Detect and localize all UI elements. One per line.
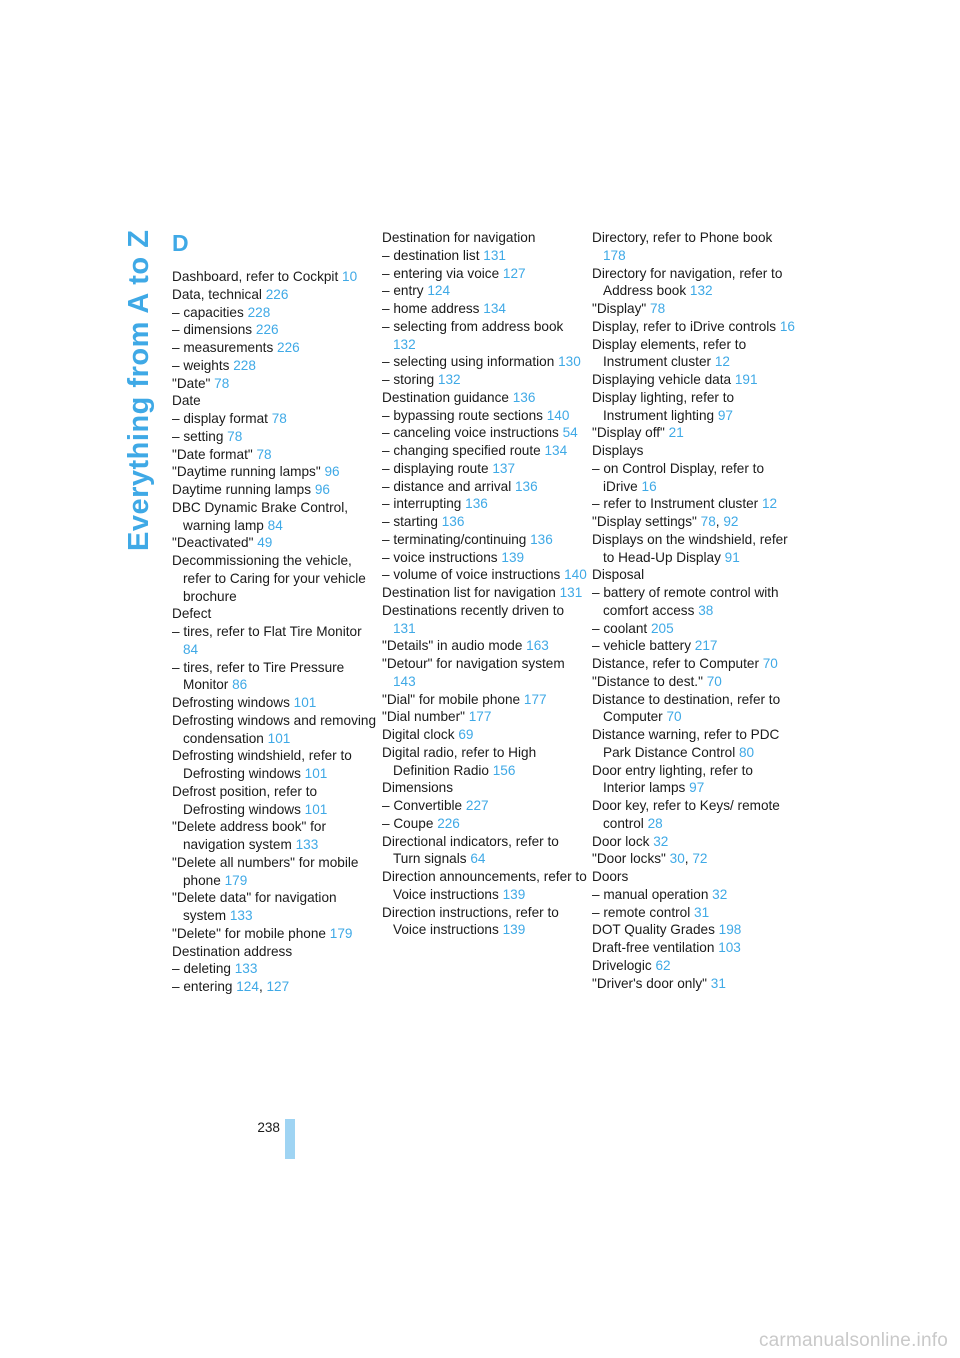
page-number: 238: [257, 1120, 280, 1135]
index-term: – setting: [172, 428, 224, 444]
index-term: Defrosting windows: [172, 695, 290, 710]
index-entry: [382, 637, 587, 655]
index-entry: [172, 321, 377, 339]
index-term: Digital radio, refer to High Definition Radio: [382, 744, 537, 778]
page-reference-link[interactable]: 32: [653, 833, 669, 849]
index-term: Display elements, refer to Instrument cluster: [592, 336, 747, 370]
index-term: DOT Quality Grades: [592, 922, 715, 938]
index-entry: [592, 460, 797, 496]
index-entry: [382, 353, 587, 371]
page-reference-link[interactable]: 217: [694, 638, 718, 654]
index-term: Drivelogic: [592, 957, 652, 973]
page-reference-link[interactable]: 139: [502, 886, 526, 902]
page-reference-link[interactable]: 16: [641, 478, 657, 494]
page-reference-link[interactable]: 136: [441, 514, 465, 529]
index-term: Door entry lighting, refer to Interior lamps: [592, 762, 753, 796]
page-reference-link[interactable]: 38: [698, 602, 714, 618]
index-entry: [592, 691, 797, 727]
index-entry: [382, 424, 587, 442]
index-entry: [592, 531, 797, 567]
page-reference-link[interactable]: 137: [492, 460, 516, 476]
index-term: – home address: [382, 301, 480, 316]
index-column-2: [382, 229, 587, 939]
index-entry: [592, 939, 797, 957]
page-reference-link[interactable]: 226: [255, 322, 279, 338]
index-entry: [382, 655, 587, 691]
index-entry: [592, 975, 797, 993]
index-entry: [592, 957, 797, 975]
watermark: carmanualsonline.info: [758, 1330, 948, 1351]
index-entry: [382, 318, 587, 354]
index-entry: [172, 375, 377, 393]
page-reference-link[interactable]: 12: [714, 354, 730, 370]
page-reference-link[interactable]: 178: [603, 247, 626, 263]
index-entry: [172, 889, 377, 925]
index-entry: [382, 868, 587, 904]
index-term: Digital clock: [382, 727, 455, 742]
index-term: – starting: [382, 514, 438, 529]
index-term: Disposal: [592, 567, 645, 583]
page-reference-link[interactable]: 131: [559, 585, 583, 600]
index-entry: [382, 566, 587, 584]
index-entry: [382, 708, 587, 726]
index-term: Destination address: [172, 943, 293, 959]
index-entry: [592, 904, 797, 922]
index-term: Defrosting windshield, refer to Defrosting windows: [172, 748, 352, 781]
index-entry: [172, 339, 377, 357]
index-term: Displaying vehicle data: [592, 372, 732, 387]
index-entry: [592, 265, 797, 301]
page-reference-link[interactable]: 103: [718, 940, 741, 955]
index-entry: [592, 371, 797, 389]
index-term: "Display settings": [592, 514, 697, 529]
index-term: "Daytime running lamps": [172, 464, 321, 480]
page-reference-link[interactable]: 31: [710, 975, 726, 991]
index-entry: [382, 779, 587, 797]
index-term: Distance warning, refer to PDC Park Distance Control: [592, 727, 780, 760]
index-term: Destinations recently driven to: [382, 602, 565, 618]
index-entry: [592, 637, 797, 655]
index-entry: [382, 549, 587, 567]
index-term: Directory, refer to Phone book: [592, 230, 773, 245]
page-marker-bar: [285, 1119, 295, 1159]
page-reference-link[interactable]: 32: [712, 886, 728, 902]
index-entry: [172, 446, 377, 464]
index-term: Distance, refer to Computer: [592, 656, 759, 671]
page-reference-link[interactable]: 78: [227, 428, 243, 444]
index-term: "Delete all numbers" for mobile phone: [172, 854, 359, 888]
index-term: Distance to destination, refer to Computer: [592, 691, 781, 725]
index-term: Date: [172, 393, 201, 409]
index-column-1: [172, 229, 377, 996]
page-reference-link[interactable]: 140: [546, 407, 570, 423]
index-entry: [172, 499, 377, 535]
index-entry: [172, 712, 377, 748]
index-entry: [172, 783, 377, 819]
index-entry: [172, 357, 377, 375]
index-entry: "Display settings" 78, 92: [592, 514, 739, 529]
page-reference-link[interactable]: 64: [470, 851, 486, 867]
index-entry: [592, 566, 797, 584]
page-reference-link[interactable]: 228: [247, 304, 271, 320]
index-term: – terminating/continuing: [382, 531, 527, 547]
index-term: – capacities: [172, 304, 244, 320]
index-entry: [592, 797, 797, 833]
index-entry: [382, 904, 587, 940]
index-term: – Coupe: [382, 815, 434, 831]
page-reference-link[interactable]: 30: [669, 851, 685, 867]
page-reference-link[interactable]: 16: [779, 318, 795, 334]
index-term: Dimensions: [382, 780, 454, 796]
index-entry: [172, 623, 377, 659]
page-reference-link[interactable]: 72: [692, 851, 708, 867]
page-reference-link[interactable]: 127: [502, 265, 526, 281]
index-entry: [592, 620, 797, 638]
index-entry: [172, 552, 377, 605]
index-term: – voice instructions: [382, 549, 498, 565]
index-entry: [382, 247, 587, 265]
page-reference-link[interactable]: 86: [232, 677, 248, 693]
index-entry: [382, 744, 587, 780]
page-reference-link[interactable]: 12: [762, 496, 778, 512]
page-reference-link[interactable]: 101: [304, 766, 328, 781]
index-entry: [172, 747, 377, 783]
index-term: Door key, refer to Keys/ remote control: [592, 798, 780, 831]
index-entry: [382, 691, 587, 709]
page-reference-link[interactable]: 179: [224, 872, 248, 888]
index-term: – measurements: [172, 340, 274, 355]
page-reference-link[interactable]: 101: [293, 695, 317, 710]
page-reference-link[interactable]: 133: [295, 837, 319, 852]
page-reference-link[interactable]: 91: [724, 549, 740, 565]
index-term: Display, refer to iDrive controls: [592, 318, 777, 334]
index-entry: [172, 694, 377, 712]
index-term: – changing specified route: [382, 443, 541, 458]
index-term: – vehicle battery: [592, 638, 691, 654]
page-reference-link[interactable]: 136: [465, 496, 488, 512]
index-entry: [592, 495, 797, 513]
index-entry: [172, 268, 377, 286]
index-entry: [592, 762, 797, 798]
page-reference-link[interactable]: 140: [564, 567, 587, 583]
index-term: – refer to Instrument cluster: [592, 496, 759, 512]
index-entry: [592, 442, 797, 460]
index-term: – destination list: [382, 247, 480, 263]
index-entry: [592, 584, 797, 620]
page-reference-link[interactable]: 127: [266, 979, 290, 994]
page-reference-link[interactable]: 136: [530, 531, 553, 547]
index-term: "Detour" for navigation system: [382, 656, 565, 671]
index-entry: [172, 481, 377, 499]
page-reference-link[interactable]: 205: [650, 620, 674, 636]
index-entry: [172, 428, 377, 446]
index-entry: [382, 726, 587, 744]
index-term: Daytime running lamps: [172, 482, 312, 497]
index-term: – displaying route: [382, 460, 489, 476]
page-reference-link[interactable]: 84: [183, 641, 199, 657]
index-entry: [172, 534, 377, 552]
page-reference-link[interactable]: 179: [329, 925, 353, 941]
index-term: "Driver's door only": [592, 975, 707, 991]
index-term: – display format: [172, 411, 268, 426]
index-entry: [172, 410, 377, 428]
page-reference-link[interactable]: 226: [277, 340, 300, 355]
index-entry: [382, 300, 587, 318]
index-term: "Distance to dest.": [592, 673, 703, 689]
page-reference-link[interactable]: 101: [267, 730, 291, 746]
page-reference-link[interactable]: 69: [458, 727, 474, 742]
index-entry: [382, 389, 587, 407]
page-reference-link[interactable]: 54: [562, 425, 578, 441]
index-term: "Delete data" for navigation system: [172, 890, 337, 923]
index-term: "Dial number": [382, 709, 465, 725]
page-reference-link[interactable]: 70: [762, 656, 778, 671]
index-entry: [172, 943, 377, 961]
index-entry: [172, 304, 377, 322]
index-entry: [592, 229, 797, 265]
index-term: "Details" in audio mode: [382, 638, 523, 654]
index-term: Defect: [172, 606, 212, 622]
index-entry: [592, 921, 797, 939]
page-reference-link[interactable]: 134: [544, 443, 568, 458]
page-reference-link[interactable]: 31: [694, 904, 710, 920]
index-term: – selecting using information: [382, 354, 555, 370]
index-entry: [592, 424, 797, 442]
index-entry: [592, 318, 797, 336]
page-reference-link[interactable]: 177: [468, 709, 492, 725]
index-entry: [592, 655, 797, 673]
page-reference-link[interactable]: 228: [233, 357, 256, 373]
index-entry: [592, 886, 797, 904]
page-reference-link[interactable]: 132: [689, 283, 713, 299]
index-entry: [382, 265, 587, 283]
index-term: – tires, refer to Flat Tire Monitor: [172, 624, 362, 639]
page-reference-link[interactable]: 70: [706, 673, 722, 689]
index-term: "Display off": [592, 425, 665, 441]
index-entry: [592, 300, 797, 318]
page-reference-link[interactable]: 198: [718, 922, 742, 938]
page-reference-link[interactable]: 143: [393, 673, 416, 689]
index-column-3: [592, 229, 797, 992]
index-term: Display lighting, refer to Instrument lighting: [592, 389, 735, 423]
index-term: Draft-free ventilation: [592, 940, 715, 955]
index-entry: [382, 460, 587, 478]
index-entry: [382, 282, 587, 300]
page-reference-link[interactable]: 226: [265, 286, 289, 302]
index-entry: [172, 463, 377, 481]
index-term: Direction instructions, refer to Voice instructions: [382, 904, 559, 938]
index-entry: "Door locks" 30, 72: [592, 851, 708, 867]
index-term: – manual operation: [592, 886, 709, 902]
index-term: – canceling voice instructions: [382, 425, 559, 441]
page-reference-link[interactable]: 97: [717, 407, 733, 423]
page-reference-link[interactable]: 156: [492, 762, 516, 778]
index-term: – tires, refer to Tire Pressure Monitor: [172, 659, 345, 693]
index-term: Direction announcements, refer to Voice instructions: [382, 869, 587, 902]
index-entry: [592, 389, 797, 425]
index-term: – battery of remote control with comfort access: [592, 585, 779, 618]
page-reference-link[interactable]: 136: [515, 478, 538, 494]
index-term: Displays: [592, 443, 644, 458]
index-term: Directory for navigation, refer to Address book: [592, 265, 783, 299]
page-reference-link[interactable]: 131: [483, 247, 506, 263]
index-term: "Date": [172, 375, 211, 391]
page-reference-link[interactable]: 49: [257, 535, 273, 551]
page-reference-link[interactable]: 139: [502, 922, 526, 938]
index-entry: [592, 673, 797, 691]
index-term: Decommissioning the vehicle, refer to Caring for your vehicle brochure: [172, 553, 366, 604]
page-reference-link[interactable]: 133: [234, 961, 258, 977]
index-term: – volume of voice instructions: [382, 567, 561, 583]
side-title: Everything from A to Z: [123, 230, 155, 552]
page-reference-link[interactable]: 132: [393, 336, 416, 352]
index-term: Directional indicators, refer to Turn signals: [382, 833, 559, 867]
index-entry: [382, 815, 587, 833]
index-term: DBC Dynamic Brake Control, warning lamp: [172, 499, 349, 533]
index-term: "Deactivated": [172, 535, 254, 551]
index-term: – storing: [382, 372, 435, 387]
index-entry: [382, 407, 587, 425]
page-reference-link[interactable]: 131: [393, 620, 416, 636]
index-entry: [592, 336, 797, 372]
page-reference-link[interactable]: 191: [734, 372, 758, 387]
index-entry: [172, 960, 377, 978]
index-term: – entering: [172, 979, 233, 994]
page-reference-link[interactable]: 78: [256, 446, 272, 462]
index-term: – selecting from address book: [382, 318, 564, 334]
index-term: – distance and arrival: [382, 478, 512, 494]
index-term: "Date format": [172, 446, 253, 462]
index-entry: [172, 605, 377, 623]
page-reference-link[interactable]: 78: [650, 301, 666, 316]
index-entry: [592, 726, 797, 762]
index-entry: [382, 513, 587, 531]
page-reference-link[interactable]: 84: [267, 517, 283, 533]
page-reference-link[interactable]: 70: [666, 709, 682, 725]
index-term: – interrupting: [382, 496, 462, 512]
index-entry: [592, 868, 797, 886]
index-term: "Dial" for mobile phone: [382, 691, 521, 707]
index-entry: – entering 124, 127: [172, 979, 290, 994]
index-entry: [592, 833, 797, 851]
index-term: Displays on the windshield, refer to Head-Up Display: [592, 531, 788, 565]
index-term: – Convertible: [382, 798, 463, 813]
index-term: "Delete" for mobile phone: [172, 925, 326, 941]
index-term: – dimensions: [172, 322, 253, 338]
index-term: Dashboard, refer to Cockpit: [172, 269, 339, 284]
page-reference-link[interactable]: 227: [465, 798, 489, 813]
page-reference-link[interactable]: 10: [342, 269, 358, 284]
index-term: "Display": [592, 301, 647, 316]
page-reference-link[interactable]: 124: [427, 283, 451, 299]
index-entry: [382, 833, 587, 869]
page-reference-link[interactable]: 62: [655, 957, 671, 973]
index-term: Defrosting windows and removing condensation: [172, 712, 377, 746]
page-reference-link[interactable]: 163: [526, 638, 549, 654]
index-term: – remote control: [592, 904, 691, 920]
page-reference-link[interactable]: 97: [689, 780, 705, 796]
page-reference-link[interactable]: 101: [304, 801, 328, 817]
index-term: Data, technical: [172, 286, 262, 302]
index-entry: [382, 371, 587, 389]
page-reference-link[interactable]: 134: [483, 301, 506, 316]
page-reference-link[interactable]: 130: [558, 354, 581, 370]
index-term: – coolant: [592, 620, 648, 636]
page-reference-link[interactable]: 124: [236, 979, 259, 994]
page-reference-link[interactable]: 21: [668, 425, 684, 441]
index-term: – deleting: [172, 961, 231, 977]
index-entry: [382, 478, 587, 496]
section-letter: D: [172, 230, 189, 256]
page-reference-link[interactable]: 78: [700, 514, 716, 529]
index-entry: [172, 854, 377, 890]
page-reference-link[interactable]: 92: [723, 514, 739, 529]
index-entry: [172, 286, 377, 304]
page-reference-link[interactable]: 139: [501, 549, 525, 565]
index-entry: [382, 229, 587, 247]
index-term: Destination list for navigation: [382, 585, 556, 600]
index-entry: [382, 531, 587, 549]
index-entry: [172, 659, 377, 695]
index-entry: [172, 818, 377, 854]
index-term: – bypassing route sections: [382, 407, 543, 423]
page-reference-link[interactable]: 28: [647, 815, 663, 831]
index-term: Destination guidance: [382, 389, 509, 405]
index-entry: [172, 392, 377, 410]
page-reference-link[interactable]: 132: [437, 372, 461, 387]
page-reference-link[interactable]: 226: [437, 815, 460, 831]
index-entry: [382, 602, 587, 638]
page-reference-link[interactable]: 80: [739, 744, 755, 760]
page-reference-link[interactable]: 177: [523, 691, 547, 707]
index-term: "Delete address book" for navigation system: [172, 819, 326, 852]
index-term: – entering via voice: [382, 265, 500, 281]
index-entry: [382, 584, 587, 602]
index-term: Doors: [592, 869, 629, 884]
index-entry: [382, 495, 587, 513]
index-term: Destination for navigation: [382, 230, 536, 245]
page-reference-link[interactable]: 96: [314, 482, 330, 497]
index-entry: [382, 797, 587, 815]
page-reference-link[interactable]: 136: [512, 389, 536, 405]
index-entry: [172, 925, 377, 943]
page-reference-link[interactable]: 133: [229, 908, 253, 923]
index-term: Door lock: [592, 833, 650, 849]
page-reference-link[interactable]: 96: [324, 464, 340, 480]
index-term: "Door locks": [592, 851, 666, 867]
index-term: – entry: [382, 283, 424, 299]
page-reference-link[interactable]: 78: [214, 375, 230, 391]
index-term: – weights: [172, 357, 230, 373]
index-term: Defrost position, refer to Defrosting windows: [172, 783, 318, 817]
index-entry: [382, 442, 587, 460]
page-reference-link[interactable]: 78: [271, 411, 287, 426]
index-term: – on Control Display, refer to iDrive: [592, 460, 765, 494]
